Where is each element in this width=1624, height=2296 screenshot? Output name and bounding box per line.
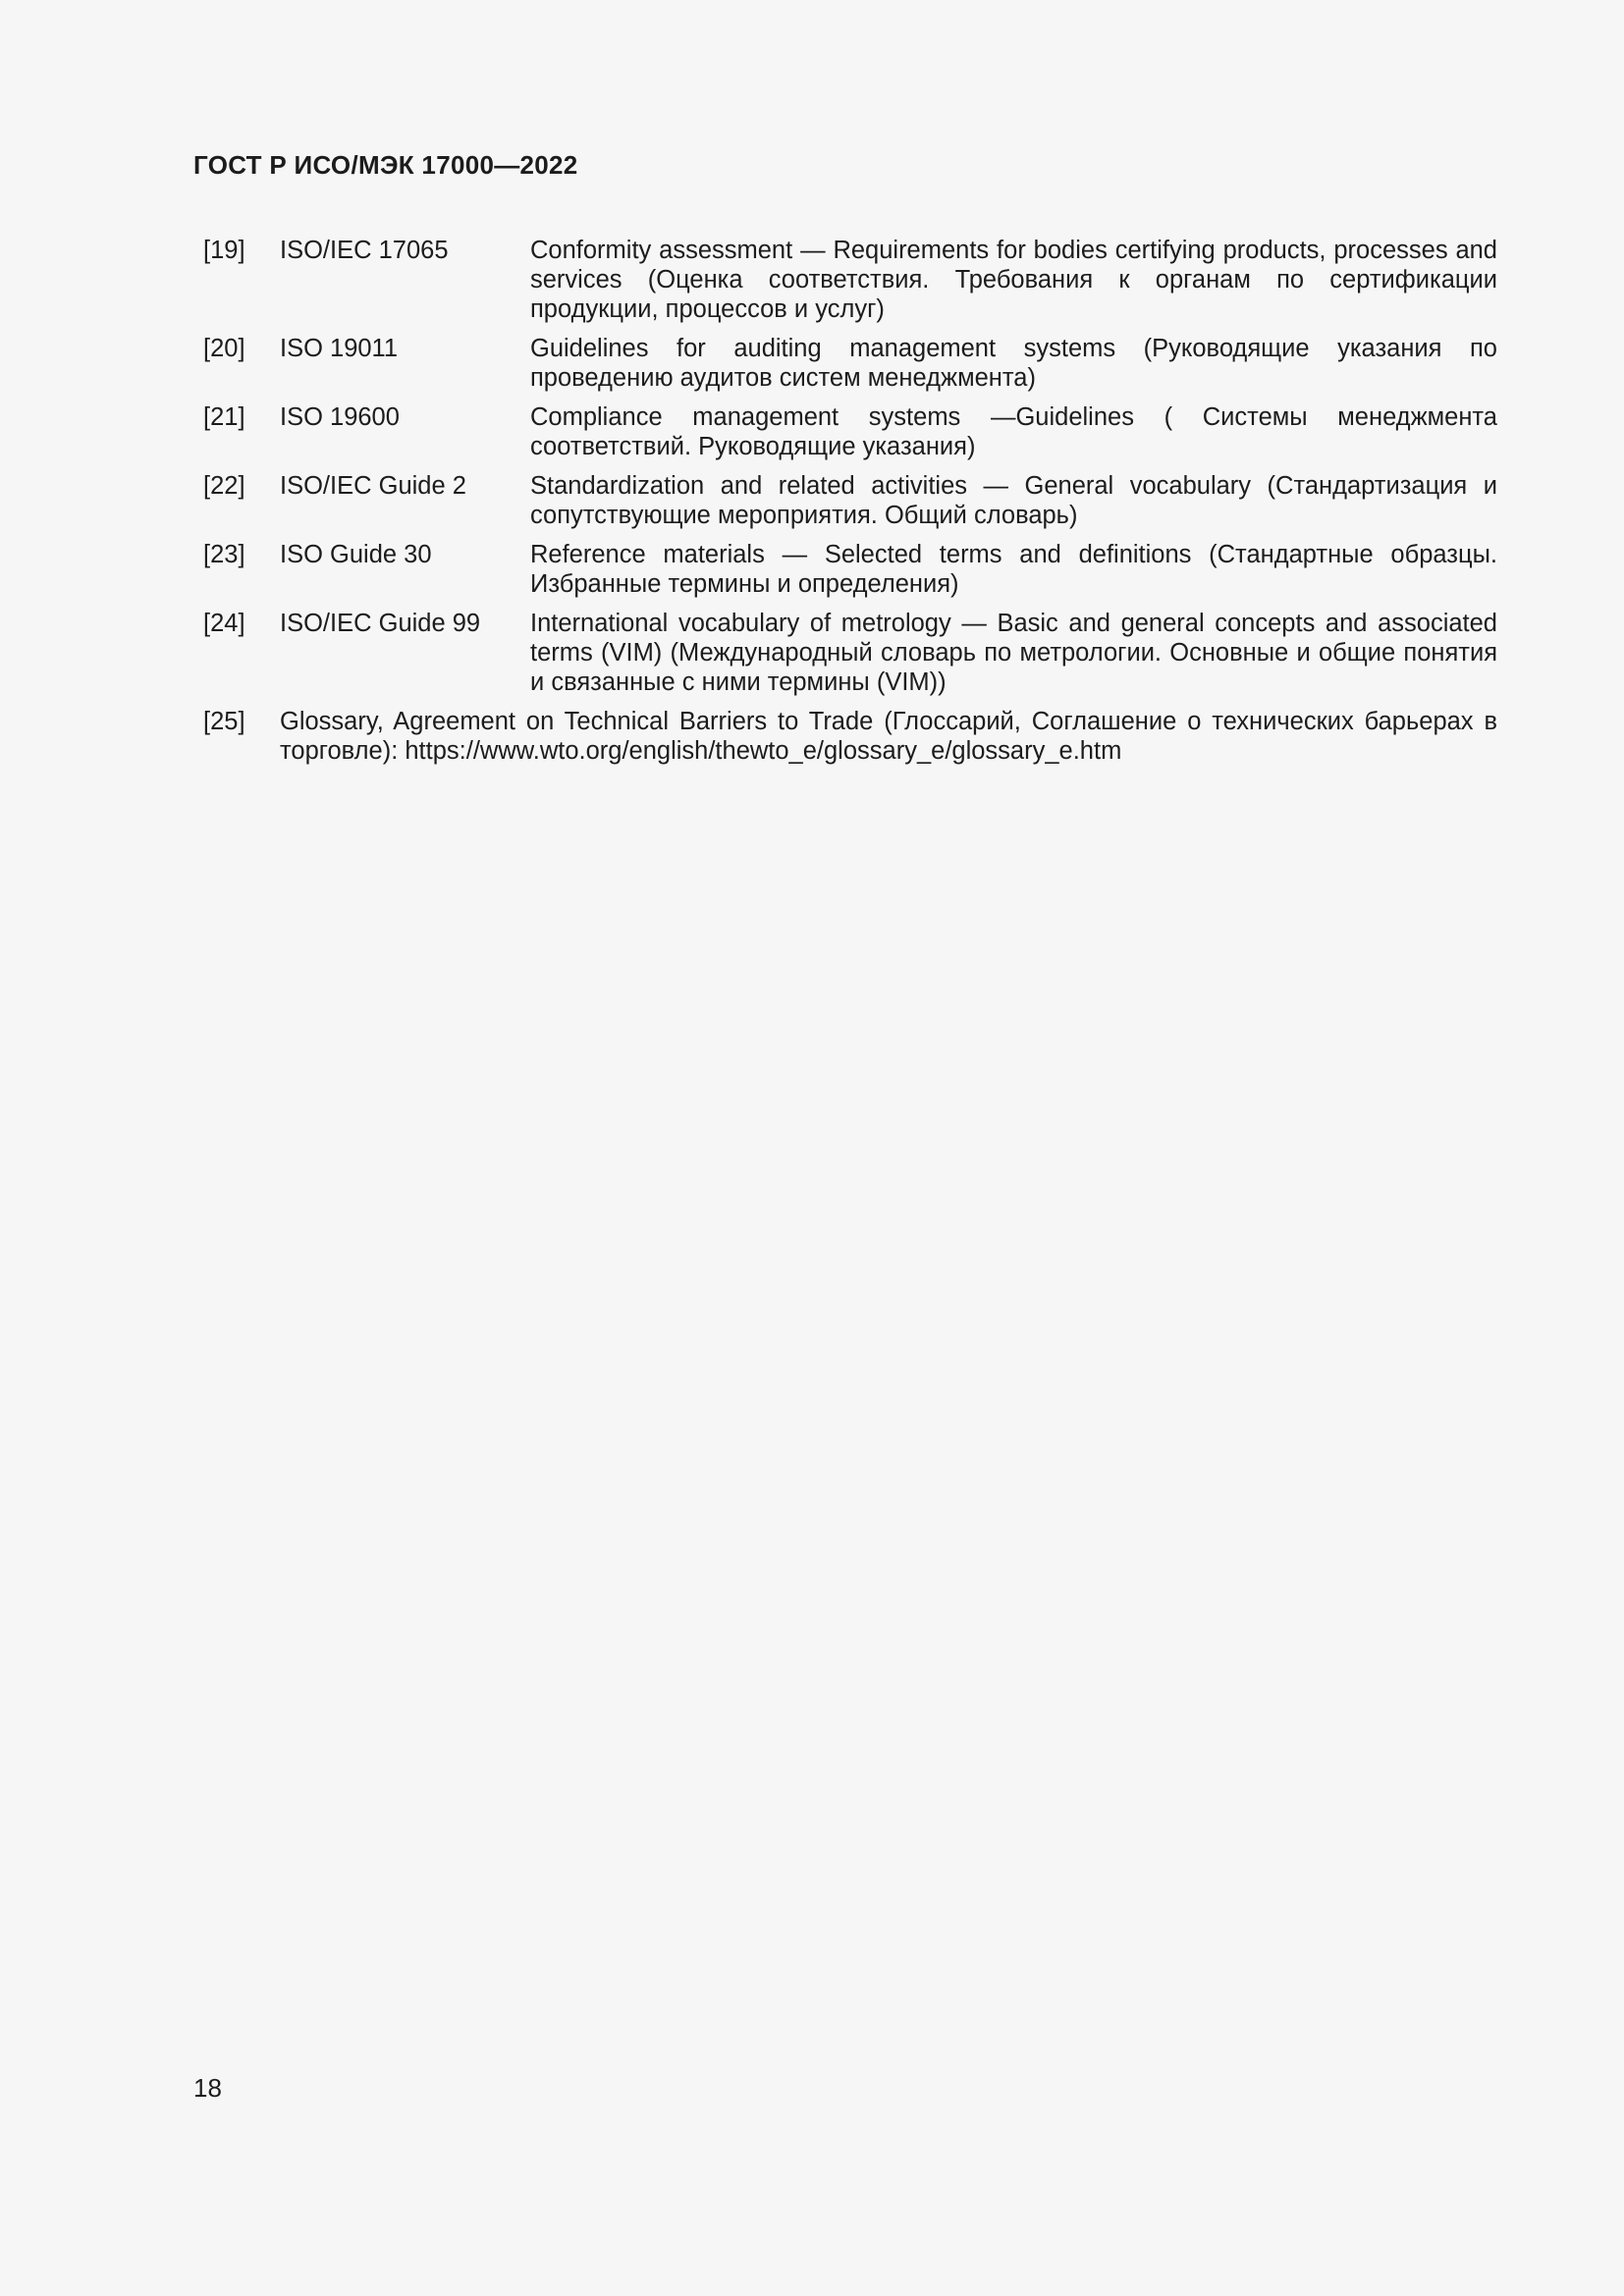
entry-description: Guidelines for auditing management systems (Руководящие указания по проведению аудитов систем менеджмента) bbox=[530, 335, 1497, 392]
entry-reference: ISO/IEC Guide 99 bbox=[280, 610, 481, 637]
entry-reference: ISO/IEC 17065 bbox=[280, 237, 449, 264]
document-header: ГОСТ Р ИСО/МЭК 17000—2022 bbox=[193, 150, 578, 180]
entry-number: [24] bbox=[203, 610, 245, 637]
entry-number: [20] bbox=[203, 335, 245, 362]
bibliography-entry bbox=[193, 236, 1497, 324]
entry-number: [25] bbox=[203, 708, 245, 735]
bibliography-entry bbox=[193, 540, 1497, 599]
entry-description: Reference materials — Selected terms and definitions (Стандартные образцы. Избранные термины и определения) bbox=[530, 541, 1497, 598]
entry-number: [19] bbox=[203, 237, 245, 264]
entry-reference: ISO Guide 30 bbox=[280, 541, 432, 568]
entry-reference: ISO 19011 bbox=[280, 335, 399, 362]
bibliography-entry bbox=[193, 707, 1497, 766]
entry-description: Glossary, Agreement on Technical Barriers to Trade (Глоссарий, Соглашение о технических барьерах в торговле): https://www.wto.org/english/thewto_e/glossary_e/glossary_e.htm bbox=[280, 708, 1497, 765]
bibliography-entry bbox=[193, 334, 1497, 393]
entry-number: [23] bbox=[203, 541, 245, 568]
entry-description: International vocabulary of metrology — Basic and general concepts and associated terms (VIM) (Международный словарь по метрологии. Основные и общие понятия и связанные с ними термины (VIM)) bbox=[530, 610, 1497, 696]
entry-number: [22] bbox=[203, 472, 245, 500]
entry-reference: ISO/IEC Guide 2 bbox=[280, 472, 466, 500]
page-number: 18 bbox=[193, 2073, 222, 2103]
bibliography-entry bbox=[193, 471, 1497, 530]
bibliography-entry bbox=[193, 609, 1497, 697]
bibliography-entry bbox=[193, 402, 1497, 461]
entry-description: Conformity assessment — Requirements for bodies certifying products, processes and services (Оценка соответствия. Требования к органам по сертификации продукции, процессов и услуг) bbox=[530, 237, 1497, 323]
entry-number: [21] bbox=[203, 403, 245, 431]
entry-description: Standardization and related activities — General vocabulary (Стандартизация и сопутствующие мероприятия. Общий словарь) bbox=[530, 472, 1497, 529]
entry-reference: ISO 19600 bbox=[280, 403, 400, 431]
entry-description: Compliance management systems —Guidelines ( Системы менеджмента соответствий. Руководящие указания) bbox=[530, 403, 1497, 460]
bibliography-list bbox=[193, 236, 1497, 775]
